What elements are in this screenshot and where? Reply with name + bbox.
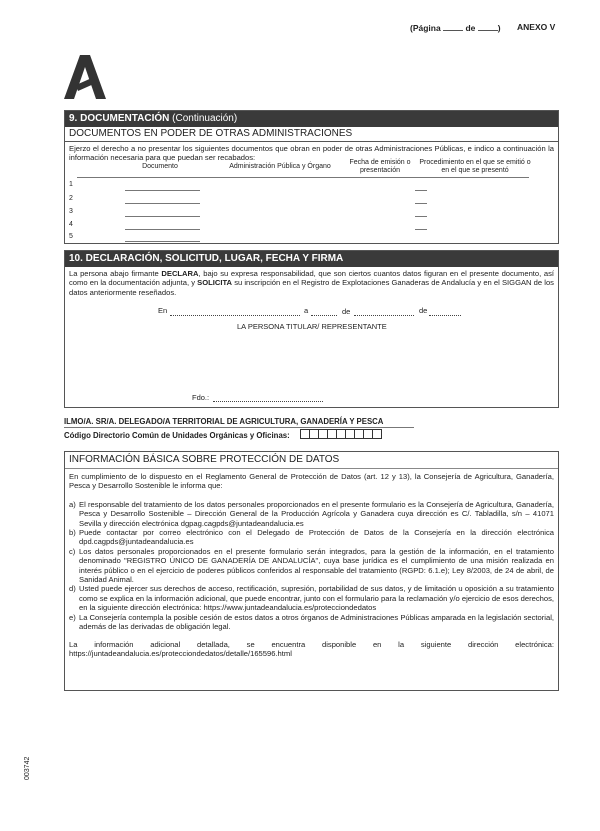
info-item: [69, 500, 554, 528]
info-intro: En cumplimiento de lo dispuesto en el Reglamento General de Protección de Datos (art. 12 y 13), la Consejería de Agricultura, Ganadería, Pesca y Desarrollo Sostenible le informa que:: [69, 472, 554, 491]
info-item-label: e): [69, 612, 76, 622]
documento-field-5[interactable]: [125, 240, 200, 242]
codigo-directorio-label: Código Directorio Común de Unidades Orgánicas y Oficinas:: [64, 431, 290, 440]
page-of-label: de: [465, 23, 476, 33]
col-header-fecha: Fecha de emisión o presentación: [349, 159, 411, 174]
code-box[interactable]: [372, 429, 382, 439]
row-number: 2: [69, 195, 73, 202]
addressee-rule: [64, 427, 414, 428]
info-item-label: d): [69, 584, 76, 594]
procedimiento-field-4[interactable]: [415, 228, 427, 230]
addressee-title: ILMO/A. SR/A. DELEGADO/A TERRITORIAL DE AGRICULTURA, GANADERÍA Y PESCA: [64, 417, 384, 426]
documento-field-3[interactable]: [125, 215, 200, 217]
section-title: [65, 111, 558, 127]
data-protection-info: [64, 451, 559, 691]
codigo-directorio-input[interactable]: [301, 429, 382, 439]
month-field[interactable]: [354, 314, 414, 316]
info-body: [65, 469, 558, 666]
declaration-text-part: su inscripción en el Registro de Explotaciones Ganaderas de Andalucía y en el SIGGAN de los datos anteriormente reseñados.: [69, 278, 554, 297]
info-item-text: Puede contactar por correo electrónico con el Delegado de Protección de Datos de la Consejería en la dirección electrónica dpd.cagpds@juntadeandalucia.es: [79, 528, 554, 547]
day-field[interactable]: [311, 314, 337, 316]
a-label: a: [304, 306, 309, 315]
documento-field-2[interactable]: [125, 202, 200, 204]
info-item: [69, 528, 554, 547]
place-field[interactable]: [170, 314, 300, 316]
declaration-text: [65, 267, 558, 299]
row-number: 3: [69, 208, 73, 215]
info-item: [69, 584, 554, 612]
signer-label: LA PERSONA TITULAR/ REPRESENTANTE: [237, 322, 387, 331]
year-field[interactable]: [429, 314, 461, 316]
en-label: En: [158, 306, 168, 315]
section-subtitle: DOCUMENTOS EN PODER DE OTRAS ADMINISTRACIONES: [65, 127, 558, 142]
section-documentacion: [64, 110, 559, 244]
col-header-administracion: Administración Pública y Órgano: [229, 163, 331, 170]
documento-field-1[interactable]: [125, 189, 200, 191]
page-number-field: [410, 22, 501, 33]
procedimiento-field-2[interactable]: [415, 202, 427, 204]
section-intro: Ejerzo el derecho a no presentar los siguientes documentos que obran en poder de otras Administraciones Públicas, e indico a continuación la información necesaria para que puedan ser recabados:: [69, 144, 554, 163]
section-declaracion: [64, 250, 559, 408]
info-item-text: Usted puede ejercer sus derechos de acceso, rectificación, supresión, portabilidad de sus datos, y de limitación u oposición a su tratamiento como se explica en la información adicional, que puede encontrar, junto con el formulario para la reclamación y/o ejercicio de esos derechos, en la siguiente dirección electrónica: https://www.juntadeandalucia.es/protecciondedatos: [79, 584, 554, 613]
info-item: [69, 547, 554, 585]
de-label: de: [342, 307, 351, 316]
section-title-main: 9. DOCUMENTACIÓN: [69, 113, 170, 124]
form-side-code: 003742: [24, 756, 31, 780]
row-number: 1: [69, 181, 73, 188]
procedimiento-field-3[interactable]: [415, 215, 427, 217]
signature-field[interactable]: [213, 400, 323, 402]
documento-field-4[interactable]: [125, 228, 200, 230]
page-number-blank[interactable]: [443, 22, 463, 31]
info-title: INFORMACIÓN BÁSICA SOBRE PROTECCIÓN DE DATOS: [65, 452, 558, 469]
declara-keyword: DECLARA: [161, 269, 199, 278]
annex-label: ANEXO V: [517, 22, 556, 32]
info-item-text: El responsable del tratamiento de los datos personales proporcionados en el presente formulario es la Consejería de Agricultura, Ganadería, Pesca y Desarrollo Sostenible – Dirección General de la Producción Agrícola y Ganadera cuya dirección es C/. Tabladilla, s/n – 41071 Sevilla y dirección electrónica dgpag.cagpds@juntadeandalucia.es: [79, 499, 554, 528]
info-item-label: b): [69, 528, 76, 538]
declaration-text-part: La persona abajo firmante: [69, 269, 162, 278]
info-item-label: a): [69, 499, 76, 509]
col-header-documento: Documento: [142, 163, 178, 170]
info-footer: La información adicional detallada, se encuentra disponible en la siguiente dirección electrónica: https://juntadeandalucia.es/protecciondedatos/detalle/165596.html: [69, 639, 554, 658]
junta-andalucia-logo: [64, 55, 106, 99]
col-header-procedimiento: Procedimiento en el que se emitió o en el que se presentó: [419, 159, 531, 174]
declaration-text-part: , bajo su expresa responsabilidad, que son ciertos cuantos datos figuran en el presente documento, así como en la documentación adjunta, y: [69, 269, 554, 288]
section-title-cont: (Continuación): [172, 113, 238, 124]
info-item-text: Los datos personales proporcionados en el presente formulario serán integrados, para la gestión de la información, en el tratamiento denominado "REGISTRO ÚNICO DE GANADERÍA DE ANDALUCÍA", cuya base jurídica es el cumplimiento de una misión realizada en interés público o en el ejercicio de poderes públicos conferidos al responsable del tratamiento (RGPD: 6.1.e); Ley 8/2003, de 24 de abril, de Sanidad Animal.: [79, 546, 554, 585]
info-item: [69, 613, 554, 632]
fdo-label: Fdo.:: [192, 393, 210, 402]
info-item-label: c): [69, 546, 76, 556]
page-close-paren: ): [497, 23, 501, 33]
de-label: de: [419, 306, 428, 315]
page-label: (Página: [410, 23, 441, 33]
procedimiento-field-1[interactable]: [415, 189, 427, 191]
section-title: 10. DECLARACIÓN, SOLICITUD, LUGAR, FECHA Y FIRMA: [65, 251, 558, 267]
row-number: 5: [69, 233, 73, 240]
page-total-blank[interactable]: [478, 22, 498, 31]
info-item-text: La Consejería contempla la posible cesión de estos datos a otros órganos de Administraciones Públicas amparada en la legislación sectorial, además de las derivadas de obligación legal.: [79, 612, 554, 632]
row-number: 4: [69, 221, 73, 228]
solicita-keyword: SOLICITA: [197, 278, 233, 288]
header-rule: [77, 177, 529, 178]
